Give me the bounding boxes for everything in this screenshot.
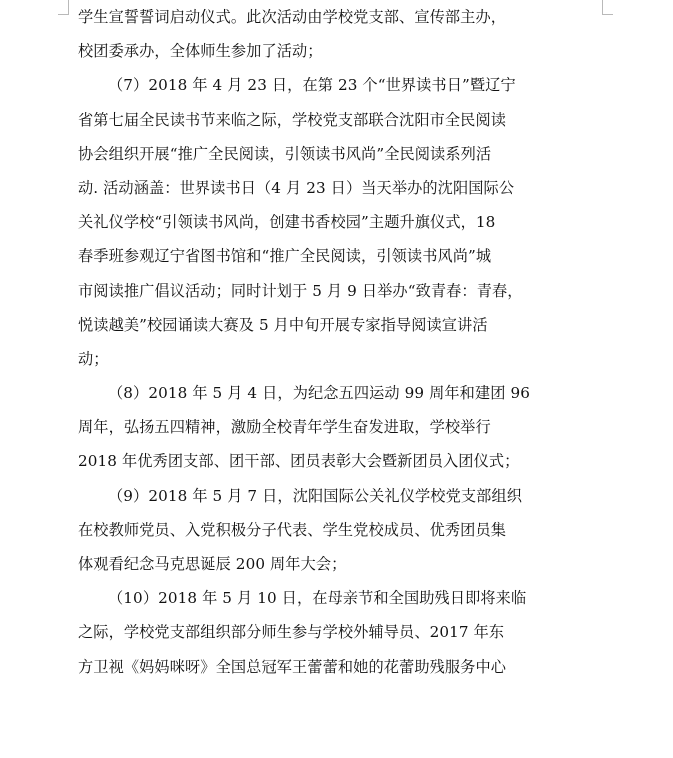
document-body — [78, 0, 600, 684]
text-line: 省第七届全民读书节来临之际，学校党支部联合沈阳市全民阅读 — [78, 110, 507, 129]
paragraph-7-first-line: （7）2018 年 4 月 23 日，在第 23 个“世界读书日”暨辽宁 — [108, 76, 516, 95]
text-line: 市阅读推广倡议活动；同时计划于 5 月 9 日举办“致青春：青春， — [78, 281, 523, 300]
text-line: 方卫视《妈妈咪呀》全国总冠军王蕾蕾和她的花蕾助残服务中心 — [78, 657, 507, 676]
text-line: 悦读越美”校园诵读大赛及 5 月中旬开展专家指导阅读宣讲活 — [78, 315, 488, 334]
paragraph-8-first-line: （8）2018 年 5 月 4 日，为纪念五四运动 99 周年和建团 96 — [108, 384, 530, 403]
text-line: 动. 活动涵盖：世界读书日（4 月 23 日）当天举办的沈阳国际公 — [78, 178, 515, 197]
text-line: 2018 年优秀团支部、团干部、团员表彰大会暨新团员入团仪式； — [78, 452, 520, 471]
right-margin-marker — [602, 0, 613, 15]
text-line: 学生宣誓誓词启动仪式。此次活动由学校党支部、宣传部主办， — [78, 8, 507, 26]
text-line: 体观看纪念马克思诞辰 200 周年大会； — [78, 555, 347, 573]
text-line: 动； — [78, 349, 109, 368]
text-line: 之际，学校党支部组织部分师生参与学校外辅导员、2017 年东 — [78, 623, 505, 642]
paragraph-9-first-line: （9）2018 年 5 月 7 日，沈阳国际公关礼仪学校党支部组织 — [108, 486, 523, 505]
paragraph-10-first-line: （10）2018 年 5 月 10 日，在母亲节和全国助残日即将来临 — [108, 589, 527, 608]
text-line: 协会组织开展“推广全民阅读，引领读书风尚”全民阅读系列活 — [78, 144, 492, 163]
text-line: 关礼仪学校“引领读书风尚，创建书香校园”主题升旗仪式，18 — [78, 213, 496, 232]
text-line: 在校教师党员、入党积极分子代表、学生党校成员、优秀团员集 — [78, 520, 507, 539]
text-line: 周年，弘扬五四精神，激励全校青年学生奋发进取，学校举行 — [78, 418, 491, 437]
text-line: 春季班参观辽宁省图书馆和“推广全民阅读，引领读书风尚”城 — [78, 247, 492, 266]
text-line: 校团委承办，全体师生参加了活动； — [78, 42, 323, 61]
left-margin-marker — [58, 0, 69, 15]
